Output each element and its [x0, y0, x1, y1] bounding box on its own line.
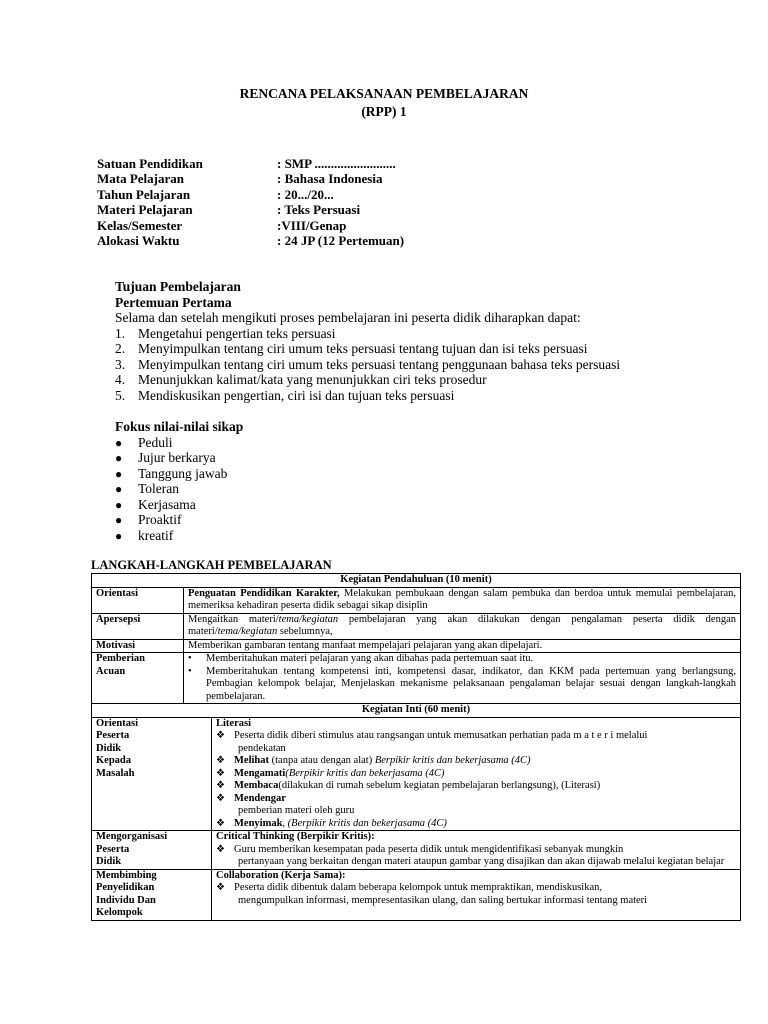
- karakter-label: Penguatan Pendidikan Karakter,: [188, 587, 340, 599]
- identity-row: [97, 171, 404, 186]
- label-line: Peserta: [96, 843, 130, 855]
- item-text: Menyimpulkan tentang ciri umum teks persuasi tentang penggunaan bahasa teks persuasi: [138, 356, 621, 372]
- table-row: [92, 717, 741, 831]
- table-row: [92, 574, 741, 588]
- list-item: [216, 755, 736, 768]
- diamond-bullet-icon: ❖: [216, 882, 225, 893]
- focus-heading: Fokus nilai-nilai sikap: [115, 419, 244, 434]
- list-item: [115, 497, 243, 513]
- diamond-bullet-icon: ❖: [216, 767, 225, 779]
- diamond-bullet-icon: ❖: [216, 755, 225, 766]
- identity-row: [97, 187, 404, 202]
- goals-heading: Tujuan Pembelajaran: [115, 279, 241, 294]
- list-item: [115, 388, 715, 404]
- attitude-focus: [115, 419, 243, 543]
- diamond-bullet-icon: ❖: [216, 817, 225, 829]
- text-span: Mengaitkan materi/: [188, 613, 279, 625]
- identity-block: [97, 156, 404, 248]
- goals-list: [115, 326, 715, 404]
- item-text: Memberitahukan materi pelajaran yang akan dibahas pada pertemuan saat itu.: [206, 653, 534, 664]
- item-text: Kerjasama: [138, 496, 196, 512]
- item-text: Memberitahukan tentang kompetensi inti, kompetensi dasar, indikator, dan KKM pada pertemuan yang berlangsung, Pembagian kelompok belajar, Menjelaskan mekanisme pelaksanaan pengalaman belajar sesuai dengan langkah-langkah pembelajaran.: [206, 665, 736, 702]
- label-line: Masalah: [96, 767, 135, 779]
- section-header: Kegiatan Inti (60 menit): [92, 704, 741, 718]
- row-label: Orientasi: [92, 587, 184, 613]
- identity-row: [97, 233, 404, 248]
- focus-list: [115, 435, 243, 544]
- identity-row: [97, 202, 404, 217]
- row-content: Memberikan gambaran tentang manfaat mempelajari pelajaran yang akan dipelajari.: [184, 639, 741, 653]
- identity-label: Tahun Pelajaran: [97, 186, 191, 202]
- identity-label: Satuan Pendidikan: [97, 156, 203, 171]
- row-label: [92, 831, 212, 870]
- text-span: Mendengar: [234, 792, 286, 804]
- text-span: pembelajaran yang akan dilakukan dengan pengalaman peserta didik dengan materi/: [188, 613, 737, 637]
- item-number: 1.: [115, 325, 126, 341]
- item-number: 5.: [115, 387, 126, 403]
- table-row: [92, 587, 741, 613]
- label-line: Acuan: [96, 665, 126, 677]
- item-text: Mendiskusikan pengertian, ciri isi dan tujuan teks persuasi: [138, 387, 455, 403]
- list-item: [115, 466, 243, 482]
- collab-heading: Collaboration (Kerja Sama):: [216, 869, 346, 881]
- label-line: Peserta: [96, 730, 130, 741]
- label-line: Mengorganisasi: [96, 831, 168, 842]
- diamond-bullet-icon: ❖: [216, 792, 225, 804]
- identity-row: [97, 218, 404, 233]
- list-item: [115, 528, 243, 544]
- learning-goals: [115, 279, 715, 403]
- identity-value: : Bahasa Indonesia: [277, 171, 383, 187]
- row-content: [212, 869, 741, 920]
- label-line: Kelompok: [96, 907, 143, 918]
- text-span: (Berpikir kritis dan bekerjasama (4C): [285, 767, 445, 779]
- row-content: [184, 653, 741, 704]
- orientasi-text: Melakukan pembukaan dengan salam pembuka dan berdoa untuk memulai pembelajaran, memeriksa kehadiran peserta didik sebagai sikap disiplin: [188, 587, 736, 611]
- identity-value: : Teks Persuasi: [277, 202, 361, 218]
- item-text: Menunjukkan kalimat/kata yang menunjukkan ciri teks prosedur: [138, 372, 487, 387]
- list-item: [188, 653, 736, 666]
- text-span: Menyimak: [234, 817, 283, 829]
- list-item: [188, 666, 736, 704]
- list-item: [216, 793, 736, 806]
- list-item: [115, 372, 715, 388]
- literasi-heading: Literasi: [216, 717, 251, 729]
- list-item: [216, 818, 736, 831]
- list-item: [115, 512, 243, 528]
- text-span: Berpikir kritis dan bekerjasama (4C): [374, 755, 531, 766]
- row-label: Motivasi: [92, 639, 184, 653]
- identity-label: Alokasi Waktu: [97, 232, 180, 248]
- item-text: Proaktif: [138, 512, 182, 527]
- list-item: [216, 780, 736, 793]
- row-content: [184, 613, 741, 639]
- text-span: Mengamati: [234, 767, 286, 779]
- item-text: pertanyaan yang berkaitan dengan materi ataupun gambar yang disajikan dan akan dijawab melalui kegiatan belajar: [238, 856, 725, 867]
- list-item: [115, 357, 715, 373]
- item-text: Mengetahui pengertian teks persuasi: [138, 325, 336, 341]
- label-line: Orientasi: [96, 717, 138, 729]
- label-line: Membimbing: [96, 869, 157, 881]
- steps-table: [91, 573, 741, 921]
- item-text: Jujur berkarya: [138, 450, 216, 465]
- text-span: sebelumnya,: [277, 626, 333, 637]
- goals-intro: Selama dan setelah mengikuti proses pembelajaran ini peserta didik diharapkan dapat:: [115, 310, 581, 325]
- item-text: Menyimpulkan tentang ciri umum teks persuasi tentang tujuan dan isi teks persuasi: [138, 341, 588, 356]
- item-text: Tanggung jawab: [138, 465, 228, 481]
- item-text: Guru memberikan kesempatan pada peserta didik untuk mengidentifikasi sebanyak mungkin: [234, 843, 624, 855]
- item-text: Peserta didik diberi stimulus atau rangsangan untuk memusatkan perhatian pada m a t e r i melalui: [234, 730, 648, 741]
- row-label: [92, 653, 184, 704]
- text-span: Membaca: [234, 780, 279, 791]
- diamond-bullet-icon: ❖: [216, 843, 225, 855]
- identity-value: :VIII/Genap: [277, 217, 347, 233]
- item-text: pemberian materi oleh guru: [238, 805, 355, 816]
- goals-subheading: Pertemuan Pertama: [115, 294, 232, 310]
- text-span: (Berpikir kritis dan bekerjasama (4C): [287, 817, 447, 829]
- table-row: [92, 869, 741, 920]
- text-span: tema/kegiatan: [217, 626, 278, 637]
- bullet-icon: ●: [115, 513, 123, 527]
- bullet-icon: ●: [115, 497, 123, 512]
- item-text: pendekatan: [238, 742, 286, 754]
- row-content: [184, 587, 741, 613]
- table-row: [92, 653, 741, 704]
- label-line: Pemberian: [96, 653, 145, 664]
- text-span: Melihat: [234, 755, 269, 766]
- table-row: [92, 639, 741, 653]
- item-text: mengumpulkan informasi, mempresentasikan ulang, dan saling bertukar informasi tentang materi: [238, 894, 648, 906]
- critical-heading: Critical Thinking (Berpikir Kritis):: [216, 831, 375, 842]
- bullet-icon: ●: [115, 528, 123, 543]
- label-line: Kepada: [96, 755, 132, 766]
- list-item: [115, 326, 715, 342]
- identity-value: : 20.../20...: [277, 186, 334, 202]
- table-row: [92, 613, 741, 639]
- identity-value: : 24 JP (12 Pertemuan): [277, 232, 405, 248]
- row-content: [212, 717, 741, 831]
- item-text: kreatif: [138, 527, 174, 543]
- text-span: ,: [282, 817, 288, 829]
- bullet-icon: •: [188, 653, 192, 664]
- item-number: 2.: [115, 341, 126, 356]
- list-item: [216, 882, 736, 895]
- steps-heading: LANGKAH-LANGKAH PEMBELAJARAN: [91, 558, 332, 572]
- diamond-bullet-icon: ❖: [216, 780, 225, 791]
- list-item: [216, 730, 736, 743]
- list-item: [115, 450, 243, 466]
- identity-value: : SMP .........................: [277, 156, 396, 171]
- row-content: [212, 831, 741, 870]
- identity-label: Mata Pelajaran: [97, 171, 185, 187]
- document-subtitle: (RPP) 1: [361, 104, 407, 119]
- identity-label: Kelas/Semester: [97, 217, 183, 233]
- table-row: [92, 831, 741, 870]
- bullet-icon: ●: [115, 435, 123, 450]
- diamond-bullet-icon: ❖: [216, 730, 225, 741]
- item-number: 4.: [115, 372, 126, 387]
- bullet-icon: ●: [115, 451, 123, 465]
- section-header: Kegiatan Pendahuluan (10 menit): [92, 574, 741, 588]
- list-item: [216, 768, 736, 781]
- document-title: RENCANA PELAKSANAAN PEMBELAJARAN: [239, 86, 529, 101]
- identity-row: [97, 156, 404, 171]
- bullet-icon: ●: [115, 466, 123, 481]
- identity-label: Materi Pelajaran: [97, 202, 193, 218]
- table-row: [92, 704, 741, 718]
- bullet-icon: ●: [115, 482, 123, 496]
- label-line: Penyelidikan: [96, 882, 155, 893]
- item-text: Peserta didik dibentuk dalam beberapa kelompok untuk mempraktikan, mendiskusikan,: [234, 882, 602, 893]
- list-item: [115, 481, 243, 497]
- row-label: [92, 869, 212, 920]
- bullet-icon: •: [188, 665, 192, 677]
- label-line: Didik: [96, 742, 122, 754]
- row-label: Apersepsi: [92, 613, 184, 639]
- list-item: [216, 844, 736, 857]
- item-text: Peduli: [138, 434, 173, 450]
- item-number: 3.: [115, 356, 126, 372]
- list-item: [115, 341, 715, 357]
- text-span: tema/kegiatan: [278, 613, 339, 625]
- row-label: [92, 717, 212, 831]
- text-span: (dilakukan di rumah sebelum kegiatan pembelajaran berlangsung), (Literasi): [278, 780, 601, 791]
- item-text: Toleran: [138, 481, 180, 496]
- label-line: Individu Dan: [96, 894, 156, 906]
- label-line: Didik: [96, 856, 122, 867]
- list-item: [115, 435, 243, 451]
- text-span: (tanpa atau dengan alat): [269, 755, 375, 766]
